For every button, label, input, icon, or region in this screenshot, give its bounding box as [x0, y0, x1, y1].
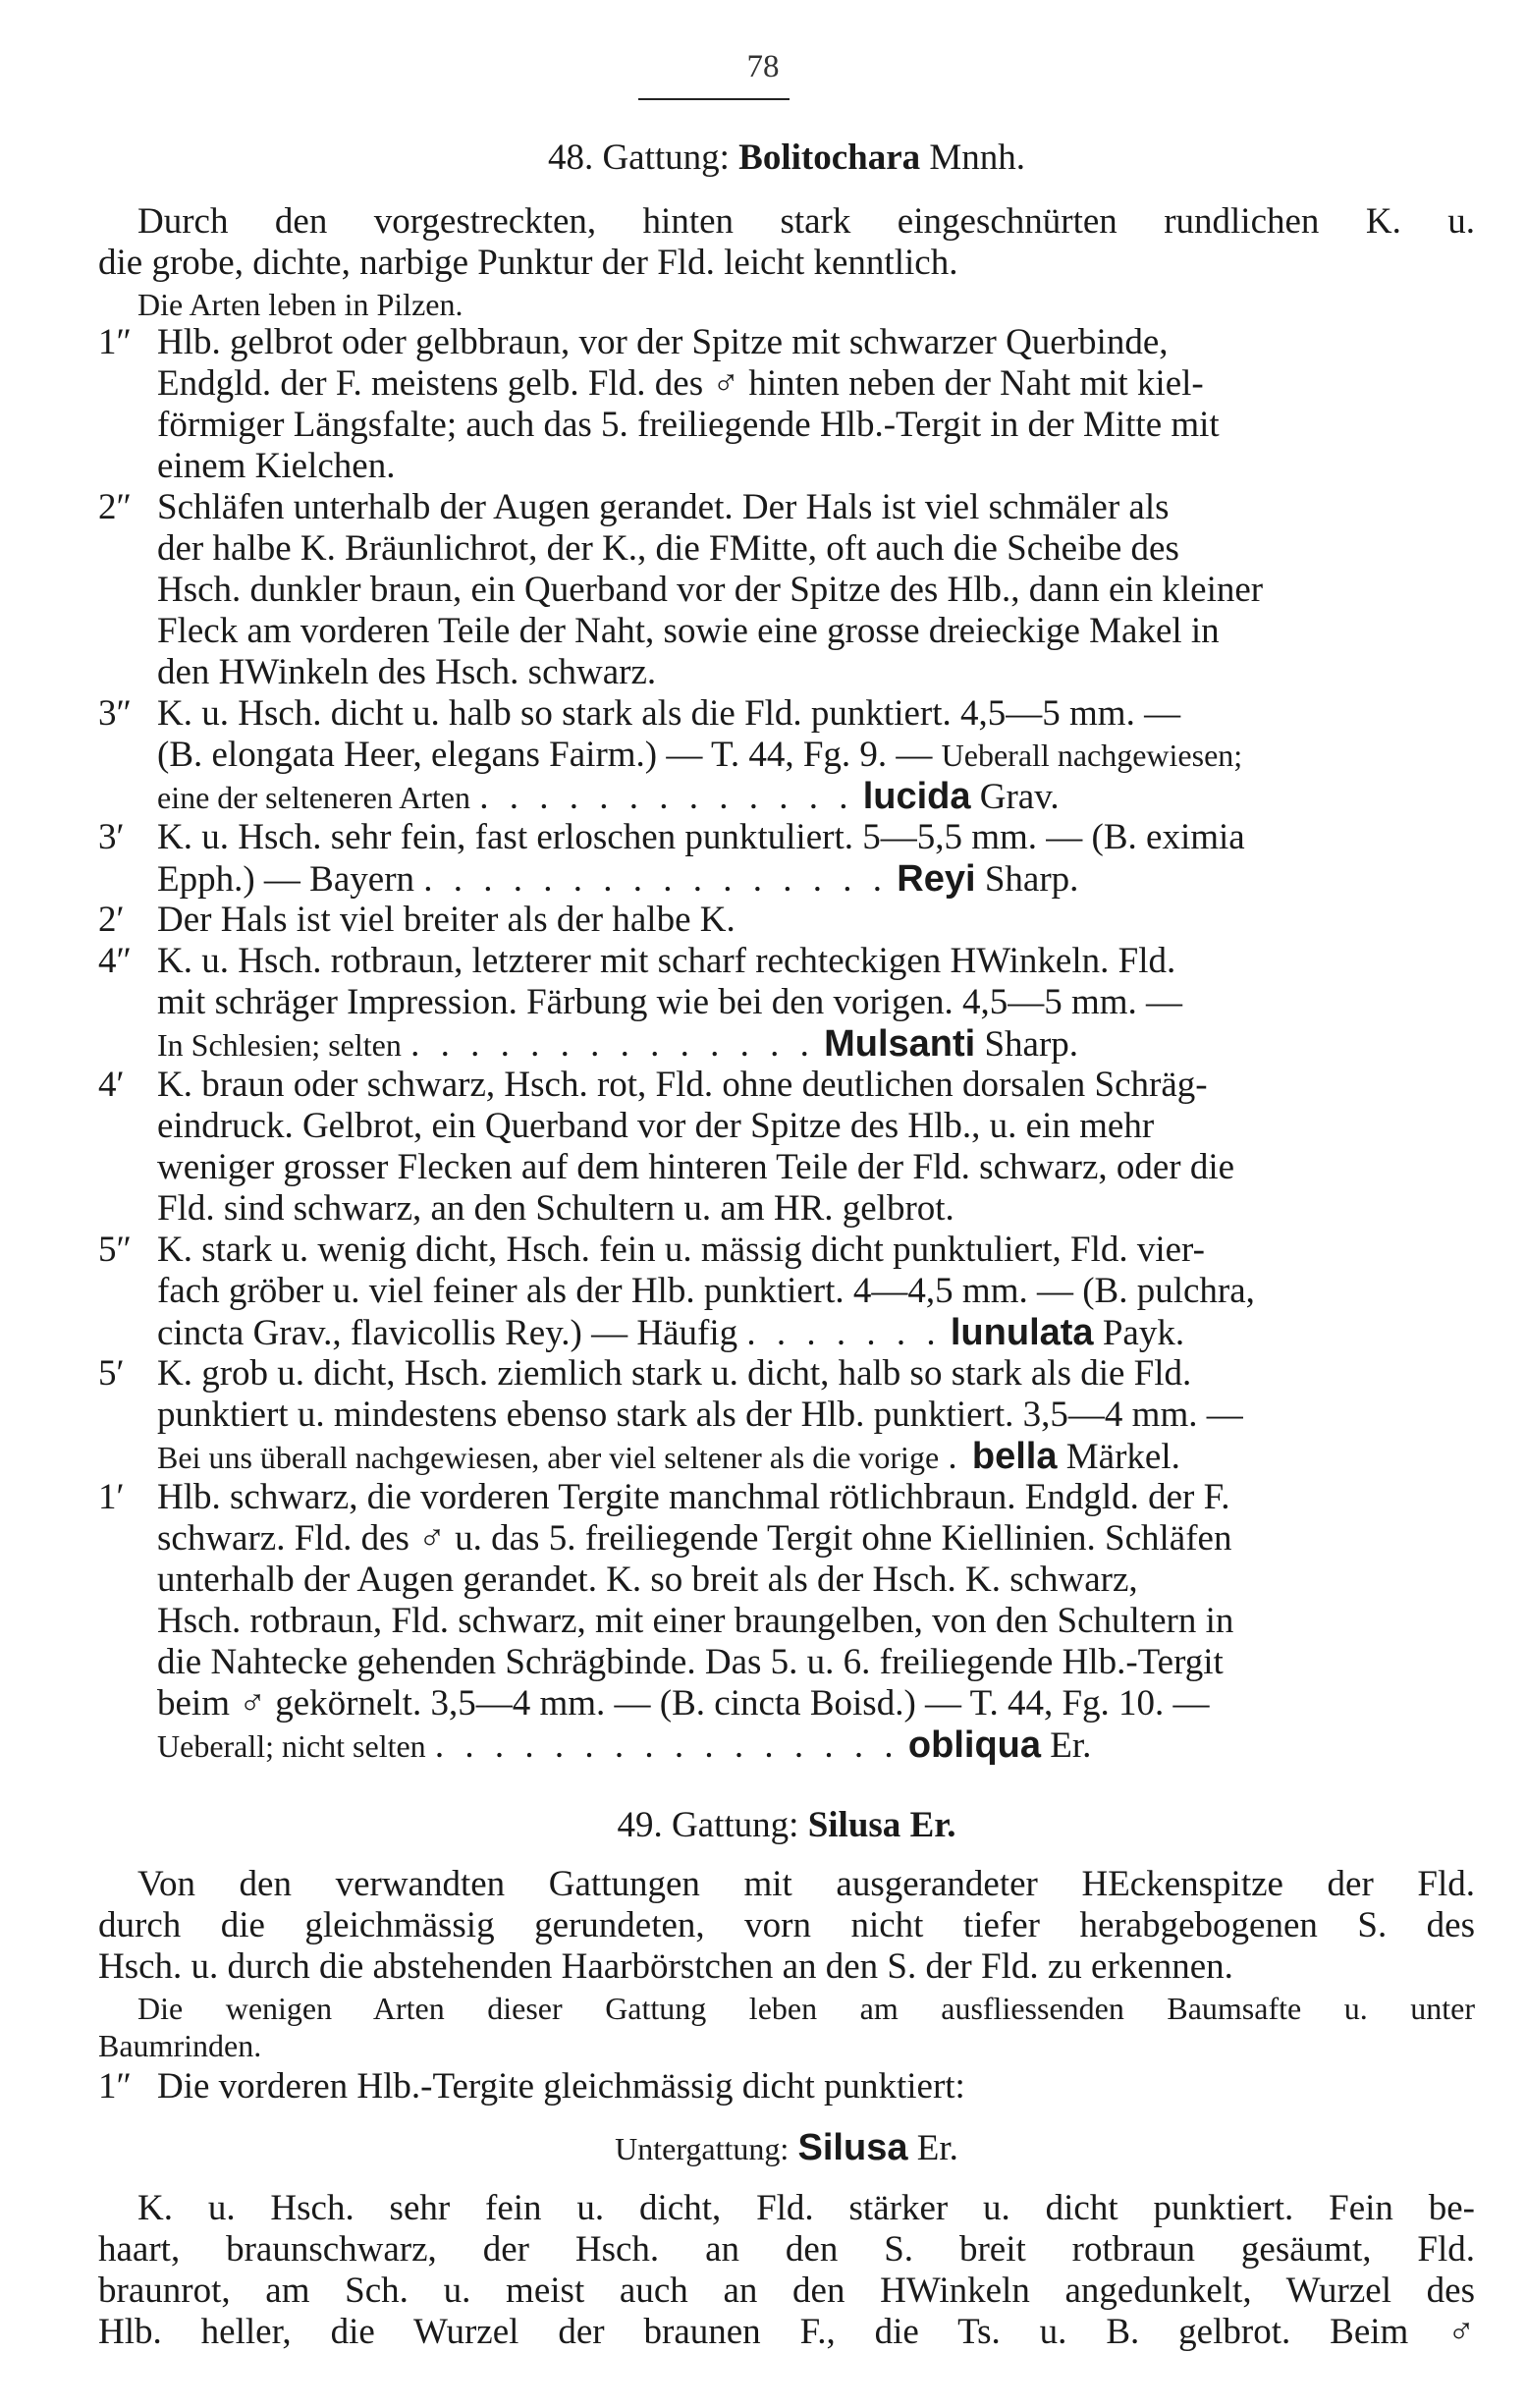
description-line: K. u. Hsch. sehr fein u. dicht, Fld. stärker u. dicht punktiert. Fein be- — [137, 2188, 1475, 2228]
genus-49-intro-line: Hsch. u. durch die abstehenden Haarbörstchen an den S. der Fld. zu erkennen. — [98, 1946, 1233, 1987]
genus-49-name: Silusa — [807, 1805, 901, 1845]
genus-48-name: Bolitochara — [738, 137, 921, 178]
couplet-line: Endgld. der F. meistens gelb. Fld. des ♂ hinten neben der Naht mit kiel- — [157, 363, 1204, 404]
species-name: lunulata — [950, 1312, 1094, 1353]
genus-49-author: Er. — [909, 1805, 956, 1845]
species-line-lucida: eine der selteneren Arten . . . . . . . . . . . . . lucida Grav. — [157, 776, 1060, 817]
couplet-line: die Nahtecke gehenden Schrägbinde. Das 5. u. 6. freiliegende Hlb.-Tergit — [157, 1642, 1224, 1682]
couplet-line: der halbe K. Bräunlichrot, der K., die FMitte, oft auch die Scheibe des — [157, 528, 1179, 569]
couplet-text: Hlb. gelbrot oder gelbbraun, vor der Spitze mit schwarzer Querbinde, — [157, 322, 1169, 362]
species-line-bella: Bei uns überall nachgewiesen, aber viel seltener als die vorige . bella Märkel. — [157, 1436, 1180, 1477]
couplet-number: 5′ — [98, 1353, 125, 1394]
couplet-line: förmiger Längsfalte; auch das 5. freiliegende Hlb.-Tergit in der Mitte mit — [157, 405, 1220, 445]
couplet-line: schwarz. Fld. des ♂ u. das 5. freiliegende Tergit ohne Kiellinien. Schläfen — [157, 1518, 1232, 1559]
genus-49-intro-line: Von den verwandten Gattungen mit ausgerandeter HEckenspitze der Fld. — [137, 1864, 1475, 1904]
genus-48-note: Die Arten leben in Pilzen. — [137, 287, 463, 322]
species-author: Sharp. — [984, 1024, 1079, 1065]
couplet-number: 1′ — [98, 1477, 125, 1517]
species-name: obliqua — [907, 1724, 1042, 1766]
page-number: 78 — [746, 49, 780, 84]
couplet-line: unterhalb der Augen gerandet. K. so breit als der Hsch. K. schwarz, — [157, 1560, 1138, 1600]
key-couplet-5a: 5″ K. stark u. wenig dicht, Hsch. fein u. mässig dicht punktuliert, Fld. vier- — [98, 1230, 1205, 1270]
key-couplet-4a: 4″ K. u. Hsch. rotbraun, letzterer mit scharf rechteckigen HWinkeln. Fld. — [98, 941, 1176, 981]
couplet-number: 3″ — [98, 693, 132, 734]
header-rule — [638, 98, 790, 100]
couplet-line: mit schräger Impression. Färbung wie bei den vorigen. 4,5—5 mm. — — [157, 982, 1183, 1022]
genus-48-author: Mnnh. — [929, 137, 1026, 178]
couplet-number: 1″ — [98, 2066, 132, 2107]
key-couplet-2b: 2′ Der Hals ist viel breiter als der halbe K. — [98, 900, 736, 940]
couplet-line: einem Kielchen. — [157, 446, 396, 486]
species-line-obliqua: Ueberall; nicht selten . . . . . . . . . . . . . . . . obliqua Er. — [157, 1724, 1092, 1766]
description-line: Hlb. heller, die Wurzel der braunen F., die Ts. u. B. gelbrot. Beim ♂ — [98, 2312, 1475, 2352]
key-couplet-3a: 3″ K. u. Hsch. dicht u. halb so stark als die Fld. punktiert. 4,5—5 mm. — — [98, 693, 1181, 734]
subgenus-name: Silusa — [797, 2127, 908, 2168]
couplet-synonyms: (B. elongata Heer, elegans Fairm.) — T. 44, Fg. 9. — Ueberall nachgewiesen; — [157, 735, 1243, 775]
couplet-number: 1″ — [98, 322, 132, 362]
key-couplet-1b: 1′ Hlb. schwarz, die vorderen Tergite manchmal rötlichbraun. Endgld. der F. — [98, 1477, 1230, 1517]
species-name: Reyi — [897, 858, 976, 900]
species-line-mulsanti: In Schlesien; selten . . . . . . . . . . . . . . Mulsanti Sharp. — [157, 1023, 1079, 1065]
key-couplet-3b: 3′ K. u. Hsch. sehr fein, fast erloschen punktuliert. 5—5,5 mm. — (B. eximia — [98, 817, 1245, 857]
species-author: Payk. — [1102, 1313, 1185, 1353]
couplet-number: 3′ — [98, 817, 125, 857]
subgenus-author: Er. — [916, 2128, 958, 2168]
couplet-line: Hsch. rotbraun, Fld. schwarz, mit einer braungelben, von den Schultern in — [157, 1601, 1234, 1641]
genus-48-intro-line: Durch den vorgestreckten, hinten stark eingeschnürten rundlichen K. u. — [137, 201, 1475, 242]
species-author: Er. — [1050, 1725, 1092, 1766]
species-line-reyi: Epph.) — Bayern . . . . . . . . . . . . . . . . Reyi Sharp. — [157, 858, 1079, 900]
couplet-line: weniger grosser Flecken auf dem hinteren Teile der Fld. schwarz, oder die — [157, 1147, 1235, 1187]
couplet-line: eindruck. Gelbrot, ein Querband vor der Spitze des Hlb., u. ein mehr — [157, 1106, 1155, 1146]
genus-49-intro-line: durch die gleichmässig gerundeten, vorn nicht tiefer herabgebogenen S. des — [98, 1905, 1475, 1945]
genus-49-heading — [98, 1805, 1475, 1846]
genus-49-note-line: Baumrinden. — [98, 2028, 262, 2063]
key-couplet-5b: 5′ K. grob u. dicht, Hsch. ziemlich stark u. dicht, halb so stark als die Fld. — [98, 1353, 1192, 1394]
couplet-number: 2″ — [98, 487, 132, 527]
description-line: braunrot, am Sch. u. meist auch an den HWinkeln angedunkelt, Wurzel des — [98, 2271, 1475, 2311]
genus-49-prefix: 49. Gattung: — [617, 1805, 799, 1845]
couplet-number: 2′ — [98, 900, 125, 940]
description-line: haart, braunschwarz, der Hsch. an den S. breit rotbraun gesäumt, Fld. — [98, 2229, 1475, 2270]
couplet-line: Fleck am vorderen Teile der Naht, sowie eine grosse dreieckige Makel in — [157, 611, 1220, 651]
species-name: bella — [971, 1436, 1058, 1477]
key-couplet-4b: 4′ K. braun oder schwarz, Hsch. rot, Fld. ohne deutlichen dorsalen Schräg- — [98, 1065, 1208, 1105]
species-line-lunulata: cincta Grav., flavicollis Rey.) — Häufig . . . . . . . lunulata Payk. — [157, 1312, 1185, 1353]
couplet-line: punktiert u. mindestens ebenso stark als der Hlb. punktiert. 3,5—4 mm. — — [157, 1395, 1243, 1435]
couplet-line: den HWinkeln des Hsch. schwarz. — [157, 652, 657, 692]
couplet-line: fach gröber u. viel feiner als der Hlb. punktiert. 4—4,5 mm. — (B. pulchra, — [157, 1271, 1255, 1311]
genus-49-key-1a: 1″ Die vorderen Hlb.-Tergite gleichmässig dicht punktiert: — [98, 2066, 965, 2107]
couplet-number: 4″ — [98, 941, 132, 981]
subgenus-prefix: Untergattung: — [615, 2131, 790, 2166]
couplet-line: Fld. sind schwarz, an den Schultern u. am HR. gelbrot. — [157, 1188, 954, 1229]
genus-48-intro-line: die grobe, dichte, narbige Punktur der Fld. leicht kenntlich. — [98, 243, 958, 283]
couplet-line: Hsch. dunkler braun, ein Querband vor der Spitze des Hlb., dann ein kleiner — [157, 570, 1264, 610]
key-couplet-1a — [98, 322, 1475, 363]
key-couplet-2a: 2″ Schläfen unterhalb der Augen gerandet. Der Hals ist viel schmäler als — [98, 487, 1170, 527]
couplet-number: 4′ — [98, 1065, 125, 1105]
species-author: Grav. — [979, 777, 1060, 817]
species-author: Sharp. — [984, 859, 1079, 900]
subgenus-heading — [98, 2127, 1475, 2168]
species-author: Märkel. — [1065, 1437, 1180, 1477]
couplet-line: beim ♂ gekörnelt. 3,5—4 mm. — (B. cincta Boisd.) — T. 44, Fg. 10. — — [157, 1683, 1210, 1724]
genus-48-prefix: 48. Gattung: — [547, 137, 730, 178]
species-name: lucida — [862, 776, 971, 817]
genus-48-heading — [98, 137, 1475, 179]
couplet-number: 5″ — [98, 1230, 132, 1270]
species-name: Mulsanti — [824, 1023, 976, 1065]
genus-49-note-line: Die wenigen Arten dieser Gattung leben am ausfliessenden Baumsafte u. unter — [137, 1991, 1475, 2026]
